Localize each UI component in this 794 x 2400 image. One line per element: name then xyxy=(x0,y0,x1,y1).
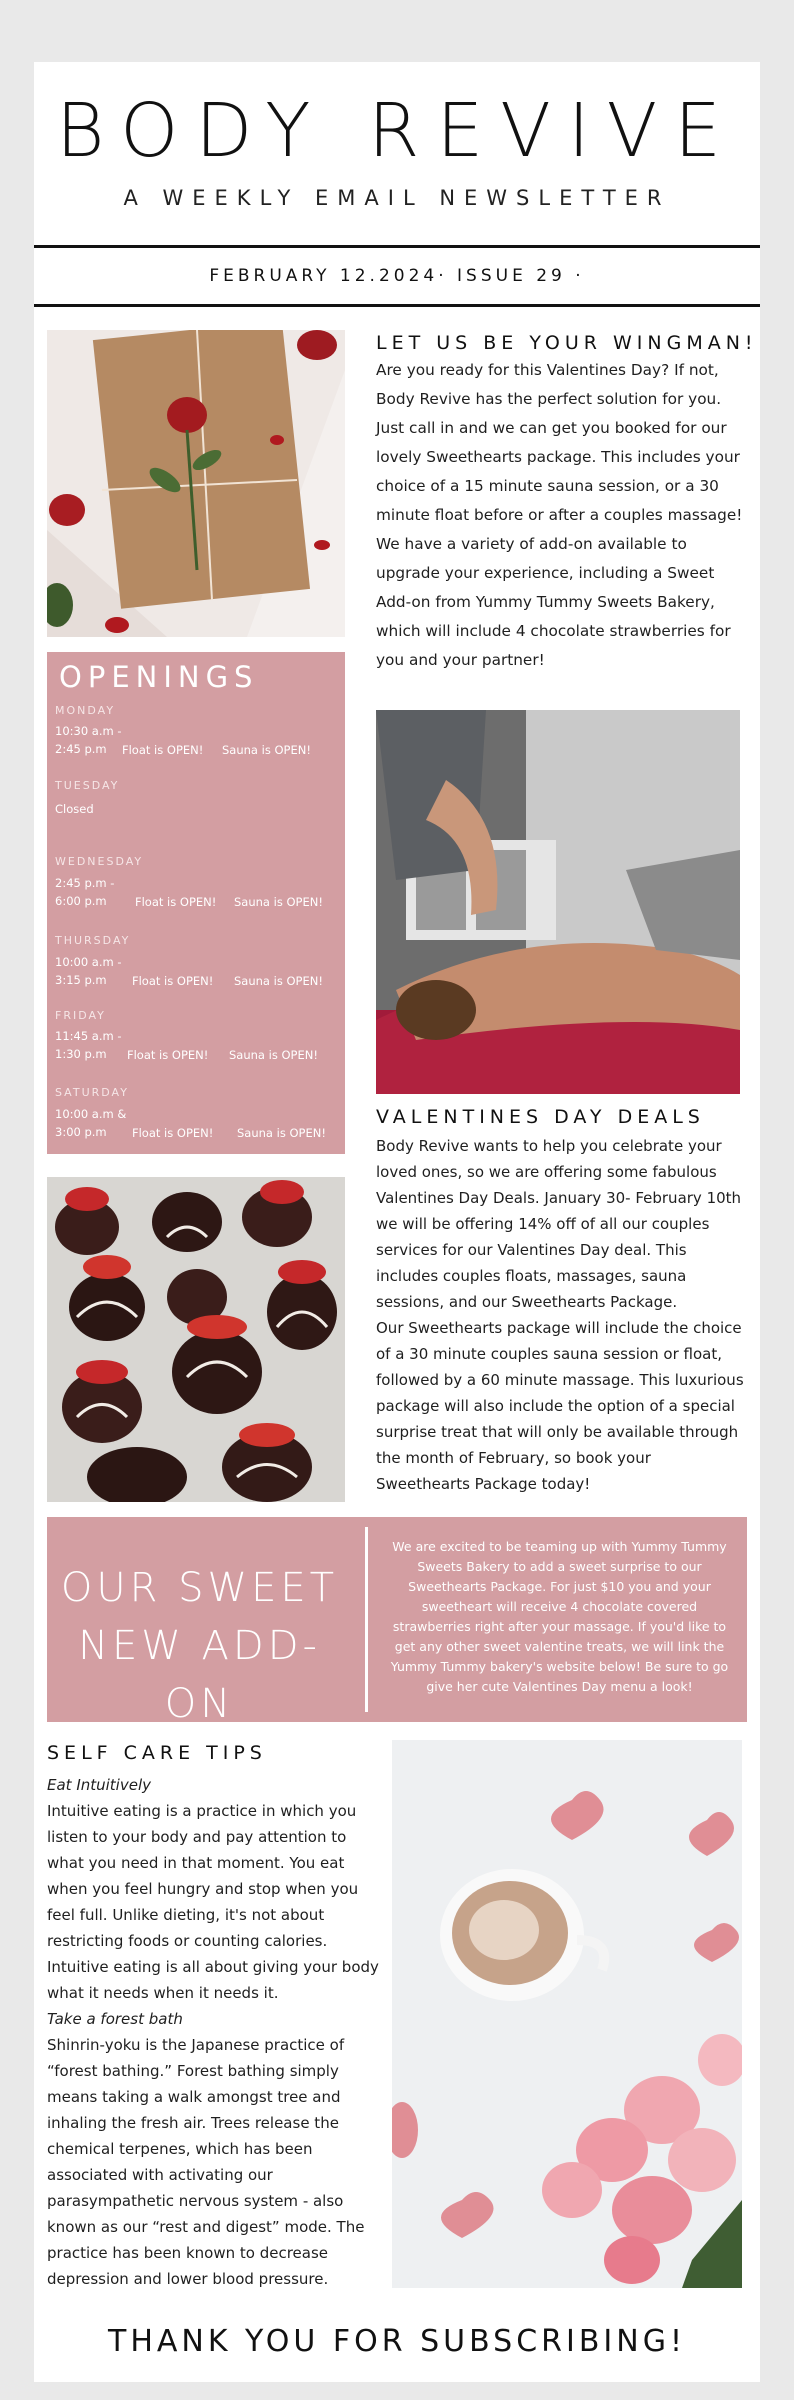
openings-day-label: WEDNESDAY xyxy=(55,855,144,868)
newsletter-page xyxy=(34,62,760,2382)
deals-heading: VALENTINES DAY DEALS xyxy=(376,1106,705,1128)
openings-time-end: 3:15 p.m xyxy=(55,973,107,987)
openings-time-end: 2:45 p.m xyxy=(55,742,107,756)
tip1-title: Eat Intuitively xyxy=(47,1776,152,1794)
sauna-status: Sauna is OPEN! xyxy=(234,974,323,988)
wingman-body: Are you ready for this Valentines Day? If not, Body Revive has the perfect solution for you. Just call in and we can get you booked for our lovely Sweethearts package. This includes your choice of a 15 minute sauna session, or a 30 minute float before or after a couples massage! We have a variety of add-on available to upgrade your experience, including a Sweet Add-on from Yummy Tummy Sweets Bakery, which will include 4 chocolate strawberries for you and your partner! xyxy=(376,361,743,669)
addon-title-line1: OUR SWEET xyxy=(60,1565,339,1611)
openings-time-end: 6:00 p.m xyxy=(55,894,107,908)
addon-divider xyxy=(365,1527,368,1712)
openings-time-start: Closed xyxy=(55,802,94,816)
deals-body-2: Our Sweethearts package will include the choice of a 30 minute couples sauna session or float, followed by a 60 minute massage. This luxurious package will also include the option of a special surprise treat that will only be available through the month of February, so book your Sweethearts Package today! xyxy=(376,1319,744,1493)
sauna-status: Sauna is OPEN! xyxy=(234,895,323,909)
addon-title-line2: NEW ADD-ON xyxy=(78,1623,321,1727)
openings-time-end: 3:00 p.m xyxy=(55,1125,107,1139)
sauna-status: Sauna is OPEN! xyxy=(237,1126,326,1140)
addon-title xyxy=(47,1559,352,1733)
wingman-heading: LET US BE YOUR WINGMAN! xyxy=(376,332,758,354)
float-status: Float is OPEN! xyxy=(135,895,217,909)
openings-day-label: THURSDAY xyxy=(55,934,131,947)
openings-title: OPENINGS xyxy=(59,660,259,694)
thank-you-footer: THANK YOU FOR SUBSCRIBING! xyxy=(108,2324,686,2359)
openings-time-start: 10:00 a.m & xyxy=(55,1107,127,1121)
sauna-status: Sauna is OPEN! xyxy=(222,743,311,757)
issue-dateline: FEBRUARY 12.2024· ISSUE 29 · xyxy=(209,266,585,286)
addon-description: We are excited to be teaming up with Yummy Tummy Sweets Bakery to add a sweet surprise to our Sweethearts Package. For just $10 you and your sweetheart will receive 4 chocolate covered strawberries right after your massage. If you'd like to get any other sweet valentine treats, we will link the Yummy Tummy bakery's website below! Be sure to go give her cute Valentines Day menu a look! xyxy=(390,1539,729,1694)
gift-rose-photo xyxy=(47,330,345,637)
deals-body-1: Body Revive wants to help you celebrate your loved ones, so we are offering some fabulous Valentines Day Deals. January 30- February 10th we will be offering 14% off of all our couples services for our Valentines Day deal. This includes couples floats, massages, sauna sessions, and our Sweethearts Package. xyxy=(376,1137,742,1311)
openings-time-start: 10:30 a.m - xyxy=(55,724,122,738)
openings-day-label: SATURDAY xyxy=(55,1086,129,1099)
tip2-body: Shinrin-yoku is the Japanese practice of “forest bathing.” Forest bathing simply means taking a walk amongst tree and inhaling the fresh air. Trees release the chemical terpenes, which has been associated with activating our parasympathetic nervous system - also known as our “rest and digest” mode. The practice has been known to decrease depression and lower blood pressure. xyxy=(47,2036,365,2288)
openings-time-start: 11:45 a.m - xyxy=(55,1029,122,1043)
selfcare-heading: SELF CARE TIPS xyxy=(47,1742,267,1764)
float-status: Float is OPEN! xyxy=(127,1048,209,1062)
chocolate-strawberries-photo xyxy=(47,1177,345,1502)
tip2-title: Take a forest bath xyxy=(47,2010,183,2028)
openings-day-label: TUESDAY xyxy=(55,779,120,792)
openings-day-label: MONDAY xyxy=(55,704,116,717)
float-status: Float is OPEN! xyxy=(122,743,204,757)
brand-title: BODY REVIVE xyxy=(55,88,739,174)
openings-day-label: FRIDAY xyxy=(55,1009,106,1022)
header-rule-bottom xyxy=(34,304,760,307)
newsletter-subtitle: A WEEKLY EMAIL NEWSLETTER xyxy=(123,186,671,210)
sweet-addon-banner xyxy=(47,1517,747,1727)
float-status: Float is OPEN! xyxy=(132,974,214,988)
openings-time-start: 10:00 a.m - xyxy=(55,955,122,969)
massage-photo xyxy=(376,710,740,1094)
coffee-roses-photo xyxy=(392,1740,742,2288)
sauna-status: Sauna is OPEN! xyxy=(229,1048,318,1062)
openings-panel xyxy=(47,652,345,1154)
openings-time-end: 1:30 p.m xyxy=(55,1047,107,1061)
float-status: Float is OPEN! xyxy=(132,1126,214,1140)
tip1-body: Intuitive eating is a practice in which you listen to your body and pay attention to what you need in that moment. You eat when you feel hungry and stop when you feel full. Unlike dieting, it's not about restricting foods or counting calories. Intuitive eating is all about giving your body what it needs when it needs it. xyxy=(47,1802,379,2002)
header-rule-top xyxy=(34,245,760,248)
openings-time-start: 2:45 p.m - xyxy=(55,876,115,890)
